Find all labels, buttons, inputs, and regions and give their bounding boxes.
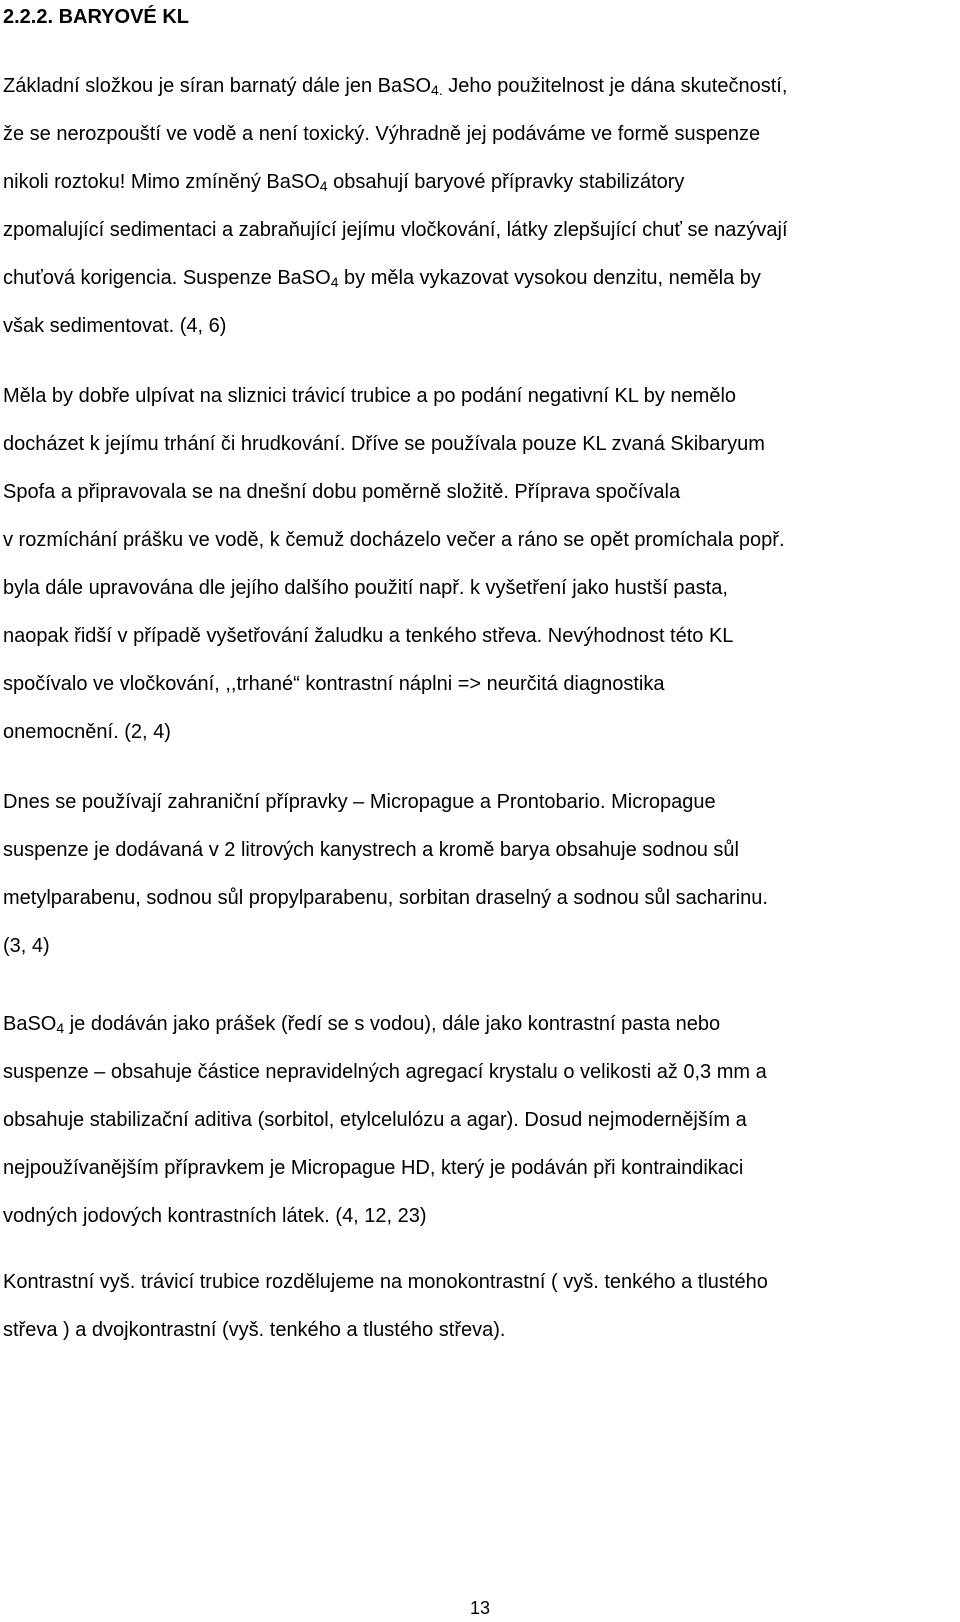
text-line: Měla by dobře ulpívat na sliznici trávicí trubice a po podání negativní KL by nemělo [3, 385, 737, 407]
text-line: v rozmíchání prášku ve vodě, k čemuž docházelo večer a ráno se opět promíchala popř. [3, 529, 785, 551]
text-line: obsahuje stabilizační aditiva (sorbitol, etylcelulózu a agar). Dosud nejmodernějším a [3, 1109, 747, 1131]
text-line: nejpoužívanějším přípravkem je Micropague HD, který je podáván při kontraindikaci [3, 1157, 744, 1179]
text-line: naopak řidší v případě vyšetřování žaludku a tenkého střeva. Nevýhodnost této KL [3, 625, 734, 647]
text-line: BaSO$_4$ je dodáván jako prášek (ředí se s vodou), dále jako kontrastní pasta nebo [3, 1013, 721, 1036]
section-heading: 2.2.2. BARYOVÉ KL [3, 6, 189, 28]
text-line: onemocnění. (2, 4) [3, 721, 171, 743]
paragraph-4 [3, 1000, 767, 1240]
text-line: nikoli roztoku! Mimo zmíněný BaSO$_4$ obsahují baryové přípravky stabilizátory [3, 171, 685, 194]
text-line: byla dále upravována dle jejího dalšího použití např. k vyšetření jako hustší pasta, [3, 577, 728, 599]
text-line: Spofa a připravovala se na dnešní dobu poměrně složitě. Příprava spočívala [3, 481, 681, 503]
page-number: 13 [469, 1598, 491, 1618]
paragraph-5 [3, 1258, 768, 1354]
text-line: docházet k jejímu trhání či hrudkování. Dříve se používala pouze KL zvaná Skibaryum [3, 433, 765, 455]
text-line: zpomalující sedimentaci a zabraňující jejímu vločkování, látky zlepšující chuť se nazývají [3, 219, 788, 241]
text-line: vodných jodových kontrastních látek. (4, 12, 23) [3, 1205, 427, 1227]
text-line: však sedimentovat. (4, 6) [3, 315, 227, 337]
text-line: Dnes se používají zahraniční přípravky – Micropague a Prontobario. Micropague [3, 791, 716, 813]
text-line: že se nerozpouští ve vodě a není toxický. Výhradně jej podáváme ve formě suspenze [3, 123, 761, 145]
text-line: spočívalo ve vločkování, ,,trhané“ kontrastní náplni => neurčitá diagnostika [3, 673, 665, 695]
text-line: suspenze je dodávaná v 2 litrových kanystrech a kromě barya obsahuje sodnou sůl [3, 839, 739, 861]
paragraph-3 [3, 778, 768, 970]
paragraph-1 [3, 62, 788, 350]
paragraph-2 [3, 372, 785, 756]
text-line: střeva ) a dvojkontrastní (vyš. tenkého a tlustého střeva). [3, 1319, 506, 1341]
text-line: metylparabenu, sodnou sůl propylparabenu, sorbitan draselný a sodnou sůl sacharinu. [3, 887, 768, 909]
text-line: Základní složkou je síran barnatý dále jen BaSO$_{4.}$ Jeho použitelnost je dána skutečností, [3, 75, 788, 98]
text-line: (3, 4) [3, 935, 50, 957]
text-line: chuťová korigencia. Suspenze BaSO$_4$ by měla vykazovat vysokou denzitu, neměla by [3, 267, 761, 290]
text-line: suspenze – obsahuje částice nepravidelných agregací krystalu o velikosti až 0,3 mm a [3, 1061, 767, 1083]
text-line: Kontrastní vyš. trávicí trubice rozdělujeme na monokontrastní ( vyš. tenkého a tlustého [3, 1271, 768, 1293]
